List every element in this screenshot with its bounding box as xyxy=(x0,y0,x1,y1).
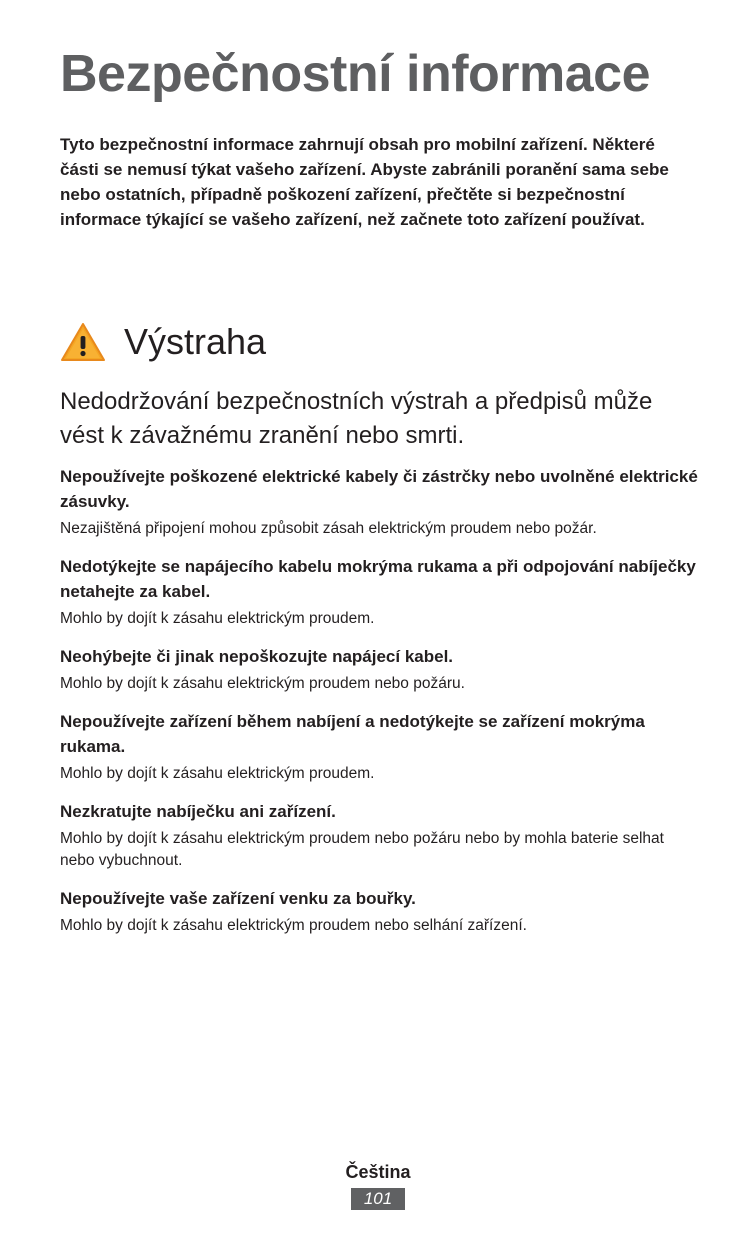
list-item xyxy=(60,554,700,630)
item-title: Nezkratujte nabíječku ani zařízení. xyxy=(60,802,336,821)
item-text: Mohlo by dojít k zásahu elektrickým proudem nebo selhání zařízení. xyxy=(60,917,527,934)
item-title: Nepoužívejte vaše zařízení venku za bouřky. xyxy=(60,889,416,908)
item-text: Nezajištěná připojení mohou způsobit zásah elektrickým proudem nebo požár. xyxy=(60,520,597,537)
warning-subtitle: Nedodržování bezpečnostních výstrah a předpisů může vést k závažnému zranění nebo smrti. xyxy=(60,388,653,449)
item-text: Mohlo by dojít k zásahu elektrickým proudem. xyxy=(60,610,375,627)
list-item xyxy=(60,799,700,872)
intro-paragraph: Tyto bezpečnostní informace zahrnují obsah pro mobilní zařízení. Některé části se nemusí týkat vašeho zařízení. Abyste zabránili poranění sama sebe nebo ostatních, případně poškození zařízení, přečtěte si bezpečnostní informace týkající se vašeho zařízení, než začnete toto zařízení používat. xyxy=(60,135,669,229)
warning-title: Výstraha xyxy=(124,321,267,362)
warning-heading xyxy=(60,322,266,362)
item-title: Nedotýkejte se napájecího kabelu mokrýma rukama a při odpojování nabíječky netahejte za kabel. xyxy=(60,557,696,601)
item-title: Nepoužívejte poškozené elektrické kabely či zástrčky nebo uvolněné elektrické zásuvky. xyxy=(60,467,698,511)
list-item xyxy=(60,886,700,937)
page-number: 101 xyxy=(351,1188,405,1210)
item-text: Mohlo by dojít k zásahu elektrickým proudem nebo požáru. xyxy=(60,675,465,692)
page-title: Bezpečnostní informace xyxy=(60,45,651,103)
list-item xyxy=(60,709,700,785)
item-title: Neohýbejte či jinak nepoškozujte napájecí kabel. xyxy=(60,647,454,666)
list-item xyxy=(60,464,700,540)
item-title: Nepoužívejte zařízení během nabíjení a nedotýkejte se zařízení mokrýma rukama. xyxy=(60,712,645,756)
item-text: Mohlo by dojít k zásahu elektrickým proudem. xyxy=(60,765,375,782)
warning-triangle-icon xyxy=(60,322,106,362)
item-text: Mohlo by dojít k zásahu elektrickým proudem nebo požáru nebo by mohla baterie selhat nebo vybuchnout. xyxy=(60,830,664,869)
list-item xyxy=(60,644,700,695)
warning-list xyxy=(60,464,700,951)
page-footer xyxy=(0,1160,756,1210)
footer-language: Čeština xyxy=(345,1162,411,1182)
